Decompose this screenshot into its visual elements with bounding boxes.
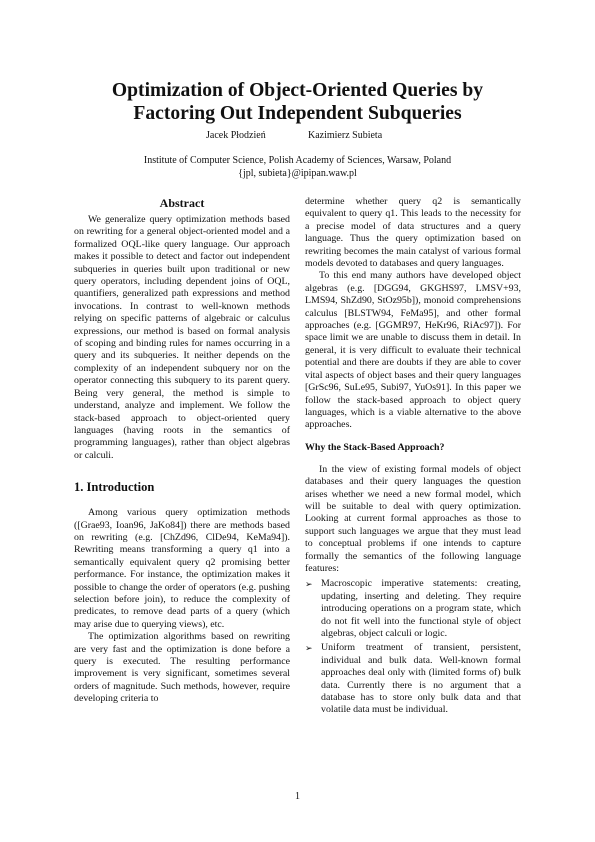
subsection-heading: Why the Stack-Based Approach? [305,441,445,453]
list-item-text: Macroscopic imperative statements: creating, updating, inserting and deleting. They require introducing operations on a program state, which do not fit well into the functional style of object algebras, object calculi or logic. [321,578,521,639]
feature-list [305,578,521,716]
author-1: Jacek Płodzień [206,130,266,141]
arrow-bullet-icon: ➢ [305,579,313,590]
right-column [305,196,521,719]
intro-paragraph-1: Among various query optimization methods ([Grae93, Ioan96, JaKo84]) there are methods based on rewriting (e.g. [ChZd96, ClDe94, KeMa94]). Rewriting means transforming a query q1 into a semantically equivalent query q2 promising better performance. For instance, the optimization makes it possible to change the order of operators (e.g. pushing selection before join), to reduce the complexity of predicates, to remove dead parts of a query (which may arise due to querying views), etc. [74,507,290,630]
right-paragraph-2: To this end many authors have developed object algebras (e.g. [DGG94, GKGHS97, LMSV+93, LMS94, ShZd90, StOz95b]), monoid comprehensions calculus [BLSTW94, FeMa95], and other formal approaches (e.g. [GGMR97, HeKr96, RiAc97]). For space limit we are unable to discuss them in detail. In general, it is very difficult to evaluate their technical potential and there are doubts if they are able to cover vital aspects of object bases and their query languages [GrSc96, SuLe95, Subi97, YuOs91]. In this paper we follow the stack-based approach to object query languages, which is a viable alternative to the above approaches. [305,270,521,431]
affiliation-institute: Institute of Computer Science, Polish Academy of Sciences, Warsaw, Poland [143,155,452,166]
title-line-1: Optimization of Object-Oriented Queries by [111,80,484,101]
abstract-text: We generalize query optimization methods based on rewriting for a general object-oriented model and a formalized OQL-like query language. Our approach makes it possible to detect and factor out independent subqueries in queries built upon traditional or new query operators, including dependent joins of OQL, quantifiers, generalized path expressions and method invocations. In contrast to well-known methods relying on specific patterns of algebraic or calculus expressions, our method is based on formal analysis of scoping and binding rules for names occurring in a query and its subqueries. It neither depends on the complexity of an independent subquery nor on the operator connecting this subquery to its parent query. Being very general, the method is simple to understand, analyze and implement. We follow the stack-based approach to object-oriented query languages (having roots in the semantics of programming languages), rather than object algebras or calculi. [74,214,290,461]
right-paragraph-3: In the view of existing formal models of object databases and their query languages the question arises whether we need a new formal model, which will be suitable to deal with query optimization. Looking at current formal approaches as those to support such languages we argue that they must lead to conceptual problems if one intends to capture formally the semantics of the following language features: [305,463,521,574]
list-item [305,642,521,716]
left-column [74,196,290,706]
paper-title [40,79,555,125]
arrow-bullet-icon: ➢ [305,643,313,654]
page-number: 1 [295,791,300,802]
right-paragraph-1: determine whether query q2 is semantically equivalent to query q1. This leads to the necessity for a precise model of data structures and a query language. Thus the query optimization based on rewriting becomes the main catalyst of various formal models devoted to databases and query languages. [305,196,521,270]
abstract-heading: Abstract [159,196,205,210]
section-heading-introduction: 1. Introduction [74,480,155,495]
affiliation [40,154,555,180]
author-2: Kazimierz Subieta [308,130,383,141]
intro-paragraph-2: The optimization algorithms based on rewriting are very fast and the optimization is done before a query is executed. The resulting performance improvement is very significant, sometimes several orders of magnitude. Such methods, however, require developing criteria to [74,631,290,705]
list-item [305,578,521,640]
title-line-2: Factoring Out Independent Subqueries [133,103,462,124]
affiliation-email: {jpl, subieta}@ipipan.waw.pl [238,168,357,179]
list-item-text: Uniform treatment of transient, persistent, individual and bulk data. Well-known formal approaches deal only with (limited forms of) bulk data. Currently there is no argument that a database has to store only bulk data and that volatile data must be individual. [321,642,521,716]
